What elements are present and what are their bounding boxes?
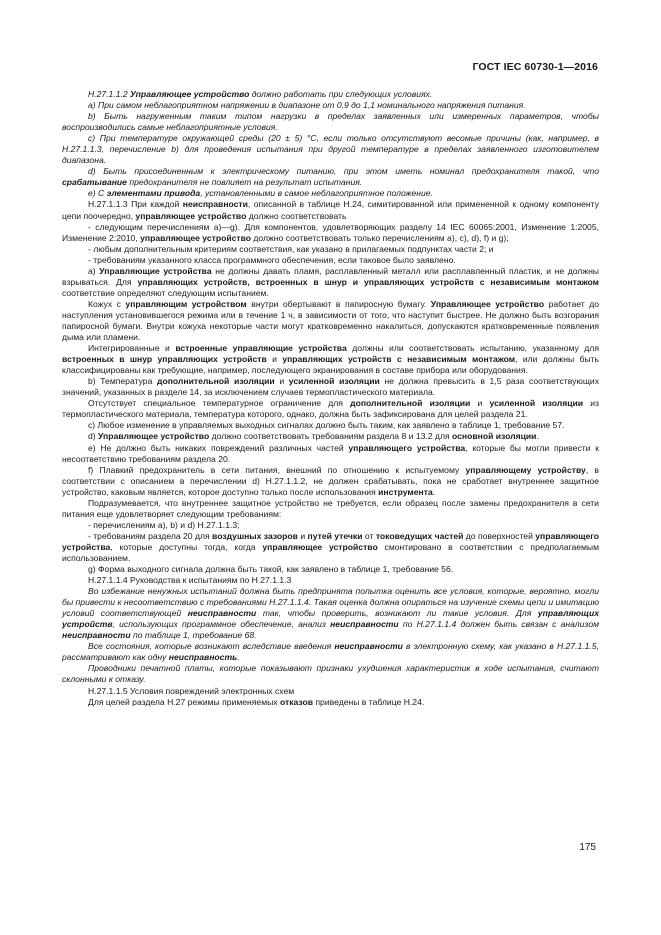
defined-term: основной изоляции bbox=[452, 431, 537, 442]
paragraph bbox=[62, 575, 599, 586]
document-standard-header: ГОСТ IEC 60730-1—2016 bbox=[472, 61, 598, 73]
text-run: так, чтобы проверить, возникают ли такие условия. Для bbox=[256, 608, 538, 619]
text-run: Для целей раздела Н.27 режимы применяемых bbox=[88, 696, 280, 707]
defined-term: усиленной изоляции bbox=[489, 398, 584, 409]
defined-term: неисправности bbox=[330, 619, 399, 630]
paragraph bbox=[62, 299, 599, 343]
defined-term: управляющего устройства bbox=[62, 530, 600, 552]
defined-term: дополнительной изоляции bbox=[350, 398, 471, 409]
text-run: из термопластического материала, температура которого, однако, должна быть зафиксирована для целей раздела 21. bbox=[62, 398, 599, 420]
text-run: , использующих программное обеспечение, анализ bbox=[112, 619, 331, 630]
text-run: Н.27.1.1.5 Условия повреждений электронных схем bbox=[88, 685, 295, 696]
text-run: Н.27.1.1.2 bbox=[88, 89, 131, 99]
defined-term: неисправности bbox=[62, 630, 131, 641]
defined-term: управляющих устройств с независимым монтажом bbox=[282, 354, 516, 365]
paragraph bbox=[62, 166, 599, 188]
defined-term: управляющему устройству bbox=[465, 464, 586, 475]
text-run: Проводники печатной платы, которые показывают признаки ухудшения характеристик в ходе испытания, считают склонными к отказу. bbox=[62, 663, 599, 685]
defined-term: токоведущих частей bbox=[375, 530, 464, 541]
text-run: Интегрированные и bbox=[88, 343, 176, 354]
text-run: Отсутствует специальное температурное ограничение для bbox=[88, 398, 351, 409]
paragraph bbox=[62, 564, 599, 575]
defined-term: управляющее устройство bbox=[140, 232, 252, 243]
text-run: должно работать при следующих условиях. bbox=[249, 89, 433, 99]
text-run: f) Плавкий предохранитель в сети питания, внешний по отношению к испытуемому bbox=[88, 464, 466, 475]
text-run: g) Форма выходного сигнала должна быть такой, как заявлено в таблице 1, требование 56. bbox=[88, 564, 454, 575]
text-run: Все состояния, которые возникают вследствие введения bbox=[88, 641, 335, 652]
text-run: - следующим перечислениям а)—g). Для компонентов, удовлетворяющих разделу 14 IEC 60065:2001, Изменение 1:2005, Изменение 2:2010, bbox=[62, 221, 599, 243]
paragraph bbox=[62, 100, 599, 111]
text-run: и bbox=[297, 530, 308, 541]
text-run: по Н.27.1.1.4 должен быть связан с анализом bbox=[398, 619, 599, 630]
text-run: Н.27.1.1.4 Руководства к испытаниям по Н.27.1.1.3 bbox=[88, 575, 292, 586]
paragraph bbox=[62, 255, 599, 266]
defined-term: Управляющее устройство bbox=[130, 89, 250, 99]
text-run: d) bbox=[88, 431, 99, 442]
text-run: . bbox=[536, 431, 539, 442]
defined-term: неисправности bbox=[334, 641, 403, 652]
paragraph bbox=[62, 498, 599, 520]
paragraph bbox=[62, 686, 599, 697]
text-run: Подразумевается, что внутреннее защитное устройство не требуется, если образец после замены предохранителя в сети питания еще удовлетворяет следующим требованиям: bbox=[62, 497, 599, 519]
text-run: от bbox=[362, 530, 376, 541]
paragraph bbox=[62, 111, 599, 133]
paragraph bbox=[62, 188, 599, 199]
defined-term: управляющего устройства bbox=[348, 442, 466, 453]
text-run: , описанной в таблице Н.24, симитированной или примененной к одному компоненту цепи поочередно, bbox=[62, 199, 599, 221]
paragraph bbox=[62, 343, 599, 376]
text-run: - любым дополнительным критериям соответствия, как указано в прилагаемых подпунктах части 2; и bbox=[88, 243, 494, 254]
defined-term: путей утечки bbox=[307, 530, 363, 541]
defined-term: встроенные управляющие устройства bbox=[175, 343, 347, 354]
text-run: - требованиям раздела 20 для bbox=[88, 530, 213, 541]
text-run: , установленными в самое неблагоприятное положение. bbox=[200, 188, 433, 199]
text-run: и bbox=[470, 398, 490, 409]
paragraph bbox=[62, 222, 599, 244]
text-run: а) При самом неблагоприятном напряжении в диапазоне от 0,9 до 1,1 номинального напряжения питания. bbox=[88, 100, 526, 111]
defined-term: дополнительной изоляции bbox=[157, 376, 275, 387]
paragraph bbox=[62, 520, 599, 531]
paragraph bbox=[62, 663, 599, 685]
text-run: по таблице 1, требование 68. bbox=[130, 630, 257, 641]
defined-term: неисправности bbox=[187, 608, 257, 619]
paragraph bbox=[62, 244, 599, 255]
text-run: приведены в таблице Н.24. bbox=[313, 696, 425, 707]
paragraph bbox=[62, 431, 599, 442]
defined-term: управляющих устройств bbox=[62, 608, 600, 630]
text-run: е) С bbox=[88, 188, 107, 199]
paragraph bbox=[62, 266, 599, 299]
paragraph bbox=[62, 586, 599, 641]
text-run: Во избежание ненужных испытаний должна быть предпринята попытка оценить все условия, которые, вероятно, могли бы привести к несоответствию с требованиями Н.27.1.1.4. Такая оценка должна опираться на изучение схемы цепи и имитацию условий соответствующей bbox=[62, 586, 599, 619]
text-run: внутри обертывают в папиросную бумагу. bbox=[246, 298, 431, 309]
defined-term: неисправности bbox=[182, 199, 248, 210]
defined-term: управляющих устройств, встроенных в шнур и управляющих устройств с независимым монтажом bbox=[137, 276, 599, 287]
paragraph bbox=[62, 697, 599, 708]
text-run: должно соответствовать только перечислениям а), с), d), f) и g); bbox=[251, 232, 509, 243]
text-run: не должны давать пламя, расплавленный металл или расплавленный пластик, и не должны взрываться. Для bbox=[62, 265, 599, 287]
text-run: до поверхностей bbox=[463, 530, 536, 541]
paragraph bbox=[62, 443, 599, 465]
paragraph bbox=[62, 641, 599, 663]
text-run: b) Быть нагруженным таким типом нагрузки в пределах заявленных или измеренных параметров, чтобы воспроизводились самые неблагоприятные условия. bbox=[62, 111, 599, 133]
text-run: в электронную схему, как указано в Н.27.1.1.5, рассматривают как одну bbox=[62, 641, 599, 663]
text-run: d) Быть присоединенным к электрическому питанию, при этом иметь номинал предохранителя такой, что bbox=[88, 166, 599, 177]
paragraph bbox=[62, 398, 599, 420]
text-run: , которые бы могли привести к несоответствию требованиям раздела 20. bbox=[62, 442, 599, 464]
text-run: - перечислениям а), b) и d) Н.27.1.1.3; bbox=[88, 519, 240, 530]
text-run: е) Не должно быть никаких повреждений различных частей bbox=[88, 442, 349, 453]
paragraph bbox=[62, 376, 599, 398]
text-run: - требованиям указанного класса программного обеспечения, если таковое было заявлено. bbox=[88, 254, 456, 265]
defined-term: управляющим устройством bbox=[125, 298, 247, 309]
defined-term: инструмента bbox=[378, 486, 433, 497]
defined-term: Управляющие устройства bbox=[99, 265, 212, 276]
text-run: должно соответствовать требованиям раздела 8 и 13.2 для bbox=[209, 431, 453, 442]
page-number: 175 bbox=[579, 842, 596, 853]
defined-term: отказов bbox=[279, 696, 314, 707]
text-run: , в соответствии с описанием в перечислении d) Н.27.1.1.2, не должен срабатывать, пока не сработает внутреннее защитное устройство, каковым является, которое доступно только после использования bbox=[62, 464, 599, 497]
text-run: а) bbox=[88, 265, 100, 276]
defined-term: встроенных в шнур управляющих устройств bbox=[62, 354, 267, 365]
text-run: с) Любое изменение в управляемых выходных сигналах должно быть таким, как заявлено в таблице 1, требование 57. bbox=[88, 420, 565, 431]
text-run: , или должны быть классифицированы как требующие, например, последующего экранирования в составе прибора или оборудования. bbox=[62, 354, 600, 376]
document-body bbox=[62, 89, 599, 708]
paragraph bbox=[62, 133, 599, 166]
defined-term: управляющее устройство bbox=[135, 210, 247, 221]
text-run: не должна превысить в 1,5 раза соответствующих значений, указанных в разделе 14, за исключением случаев термопластического материала. bbox=[62, 376, 599, 398]
text-run: соответствие определяют следующим испытанием. bbox=[62, 287, 269, 298]
text-run: , которые доступны тогда, когда bbox=[110, 541, 263, 552]
paragraph bbox=[62, 531, 599, 564]
text-run: Н.27.1.1.3 При каждой bbox=[88, 199, 183, 210]
text-run: с) При температуре окружающей среды (20 ± 5) °С, если только отсутствуют весомые причины (как, например, в Н.27.1.1.3, перечисление b) для проведения испытания при другой температуре в пределах заявленного изготовителем диапазона. bbox=[62, 133, 599, 166]
text-run: смонтировано в соответствии с предполагаемым использованием. bbox=[62, 541, 600, 563]
text-run: предохранителя не повлияет на результат испытания. bbox=[126, 177, 363, 188]
defined-term: элементами привода bbox=[106, 188, 201, 199]
text-run: и bbox=[274, 376, 289, 387]
defined-term: усиленной изоляции bbox=[288, 376, 380, 387]
paragraph bbox=[62, 420, 599, 431]
text-run: должны или соответствовать испытанию, указанному для bbox=[346, 343, 599, 354]
text-run: b) Температура bbox=[88, 376, 157, 387]
text-run: . bbox=[237, 652, 240, 663]
text-run: и bbox=[266, 354, 283, 365]
text-run: . bbox=[432, 486, 436, 497]
defined-term: Управляющее устройство bbox=[98, 431, 210, 442]
defined-term: неисправность bbox=[168, 652, 238, 663]
text-run: Кожух с bbox=[88, 298, 126, 309]
paragraph bbox=[62, 465, 599, 498]
paragraph bbox=[62, 199, 599, 221]
defined-term: управляющее устройство bbox=[262, 541, 378, 552]
defined-term: срабатывание bbox=[62, 177, 127, 188]
defined-term: воздушных зазоров bbox=[212, 530, 298, 541]
defined-term: Управляющее устройство bbox=[430, 298, 545, 309]
text-run: должно соответствовать bbox=[246, 210, 347, 221]
paragraph bbox=[62, 89, 599, 100]
text-run: работает до наступления установившегося режима или в течение 1 ч, в зависимости от того, что наступит быстрее. Не должно быть возгорания папиросной бумаги. Внутри кожуха некоторые части могут кратковременно накалиться, допускаются кратковременные появления дыма или пламени. bbox=[62, 298, 599, 343]
